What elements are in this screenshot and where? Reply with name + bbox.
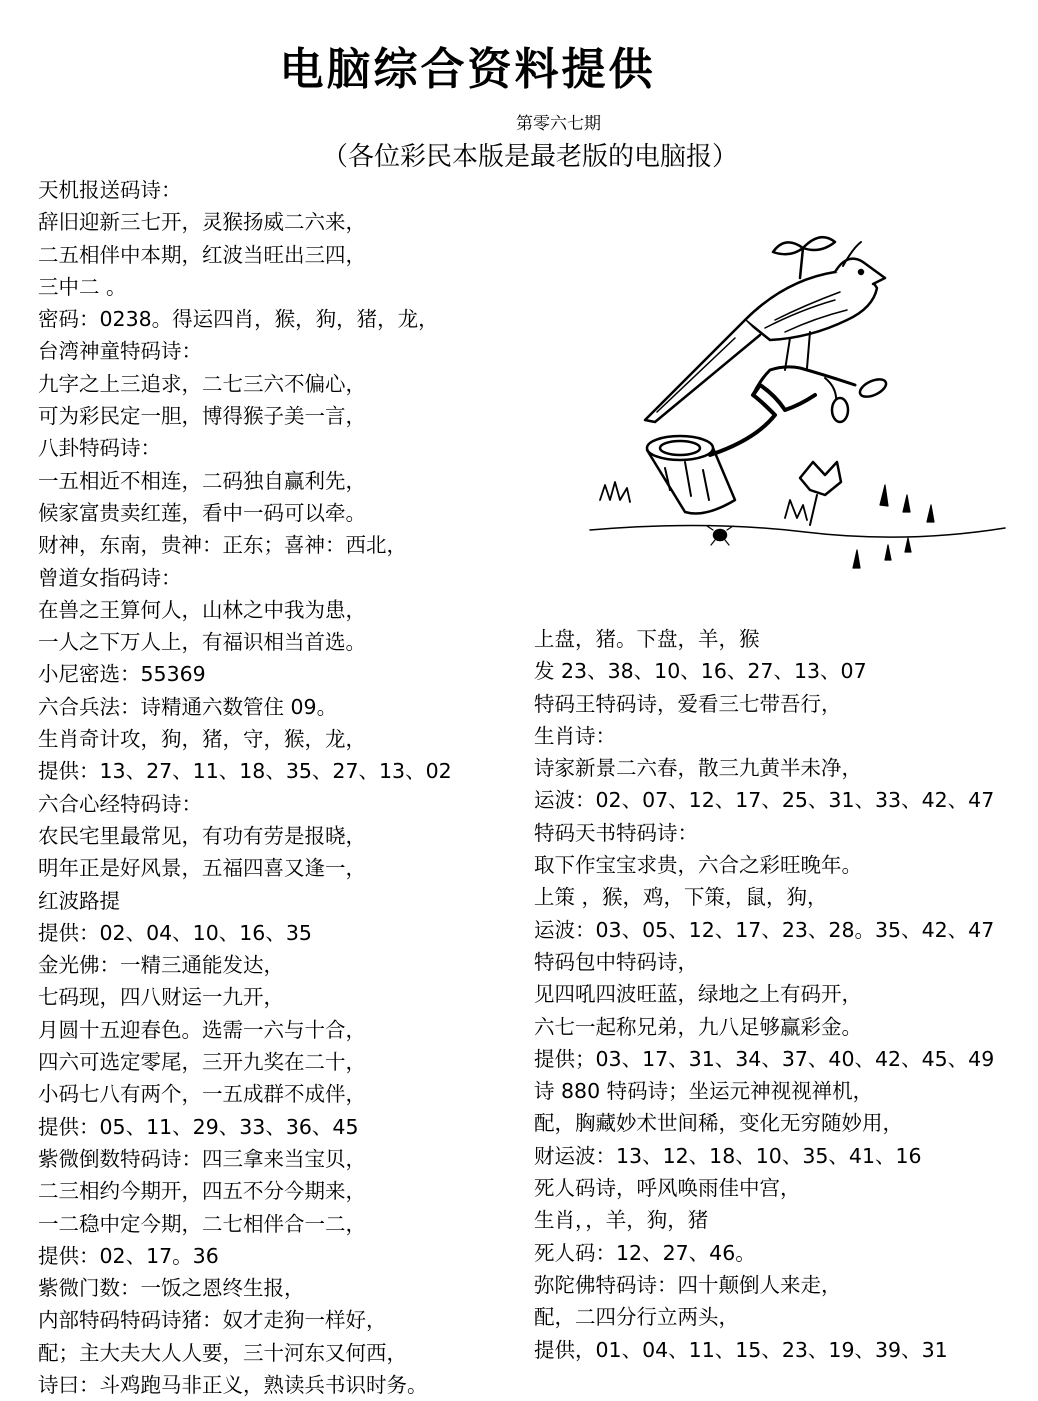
text-line: 生肖，，羊，狗，猪 bbox=[534, 1208, 709, 1233]
text-line: 配，胸藏妙术世间稀，变化无穷随妙用， bbox=[534, 1111, 903, 1136]
text-line: 死人码诗，呼风唤雨佳中宫， bbox=[534, 1176, 801, 1201]
text-line: 取下作宝宝求贵，六合之彩旺晚年。 bbox=[534, 853, 862, 878]
text-line: 在兽之王算何人，山林之中我为患， bbox=[38, 597, 366, 622]
text-line: 紫微倒数特码诗：四三拿来当宝贝， bbox=[38, 1146, 366, 1171]
text-line: 明年正是好风景，五福四喜又逢一， bbox=[38, 856, 366, 881]
text-line: 提供：02、17。36 bbox=[38, 1243, 219, 1268]
text-line: 运波：02、07、12、17、25、31、33、42、47 bbox=[534, 788, 995, 813]
text-line: 诗 880 特码诗；坐运元神视视禅机， bbox=[534, 1079, 874, 1104]
text-line: 发 23、38、10、16、27、13、07 bbox=[534, 659, 867, 684]
text-line: 六合心经特码诗： bbox=[38, 791, 202, 816]
text-line: 弥陀佛特码诗：四十颠倒人来走， bbox=[534, 1272, 842, 1297]
text-line: 死人码：12、27、46。 bbox=[534, 1240, 756, 1265]
bird-illustration bbox=[585, 200, 1010, 600]
text-line: 财运波：13、12、18、10、35、41、16 bbox=[534, 1143, 922, 1168]
text-line: 六合兵法：诗精通六数管住 09。 bbox=[38, 694, 338, 719]
text-line: 特码王特码诗，爱看三七带吾行， bbox=[534, 691, 842, 716]
text-line: 提供：05、11、29、33、36、45 bbox=[38, 1114, 359, 1139]
text-line: 见四吼四波旺蓝，绿地之上有码开， bbox=[534, 982, 862, 1007]
text-line: 紫微门数：一饭之恩终生报， bbox=[38, 1276, 305, 1301]
text-line: 一人之下万人上，有福识相当首选。 bbox=[38, 630, 366, 655]
text-line: 诗曰：斗鸡跑马非正义，熟读兵书识时务。 bbox=[38, 1372, 428, 1397]
text-line: 辞旧迎新三七开，灵猴扬威二六来， bbox=[38, 210, 366, 235]
text-line: 提供：13、27、11、18、35、27、13、02 bbox=[38, 759, 452, 784]
text-line: 上策 ，猴，鸡，下策，鼠，狗， bbox=[534, 885, 828, 910]
page-subtitle: （各位彩民本版是最老版的电脑报） bbox=[321, 142, 738, 172]
text-line: 内部特码特码诗猪：奴才走狗一样好， bbox=[38, 1308, 387, 1333]
text-line: 小码七八有两个，一五成群不成伴， bbox=[38, 1082, 366, 1107]
text-line: 生肖诗： bbox=[534, 723, 616, 748]
right-column bbox=[534, 623, 1034, 1366]
text-line: 二五相伴中本期，红波当旺出三四， bbox=[38, 242, 366, 267]
text-line: 六七一起称兄弟，九八足够赢彩金。 bbox=[534, 1014, 862, 1039]
text-line: 生肖奇计攻，狗，猪，守，猴，龙， bbox=[38, 727, 366, 752]
text-line: 三中二 。 bbox=[38, 274, 127, 299]
text-line: 财神，东南，贵神：正东；喜神：西北， bbox=[38, 533, 407, 558]
text-line: 候家富贵卖红莲，看中一码可以牵。 bbox=[38, 500, 366, 525]
text-line: 上盘，猪。下盘，羊，猴 bbox=[534, 627, 760, 651]
text-line: 特码包中特码诗， bbox=[534, 949, 698, 974]
page-title: 电脑综合资料提供 bbox=[279, 44, 656, 95]
text-line: 二三相约今期开，四五不分今期来， bbox=[38, 1179, 366, 1204]
text-line: 运波：03、05、12、17、23、28。35、42、47 bbox=[534, 917, 995, 942]
text-line: 提供；03、17、31、34、37、40、42、45、49 bbox=[534, 1046, 995, 1071]
text-line: 八卦特码诗： bbox=[38, 436, 161, 461]
text-line: 月圆十五迎春色。选需一六与十合， bbox=[38, 1017, 366, 1042]
text-line: 可为彩民定一胆，博得猴子美一言， bbox=[38, 404, 366, 429]
text-line: 一五相近不相连，二码独自赢利先， bbox=[38, 468, 366, 493]
text-line: 天机报送码诗： bbox=[38, 178, 182, 202]
text-line: 台湾神童特码诗： bbox=[38, 339, 202, 364]
text-line: 提供，01、04、11、15、23、19、39、31 bbox=[534, 1337, 948, 1362]
text-line: 农民宅里最常见，有功有劳是报晓， bbox=[38, 823, 366, 848]
text-line: 曾道女指码诗： bbox=[38, 565, 182, 590]
text-line: 九字之上三追求，二七三六不偏心， bbox=[38, 371, 366, 396]
text-line: 七码现，四八财运一九开， bbox=[38, 985, 284, 1010]
text-line: 特码天书特码诗： bbox=[534, 820, 698, 845]
text-line: 四六可选定零尾，三开九奖在二十， bbox=[38, 1050, 366, 1075]
text-line: 一二稳中定今期，二七相伴合一二， bbox=[38, 1211, 366, 1236]
text-line: 金光佛：一精三通能发达， bbox=[38, 953, 284, 978]
text-line: 配，二四分行立两头， bbox=[534, 1305, 739, 1330]
text-line: 小尼密选：55369 bbox=[38, 662, 206, 687]
text-line: 配；主大夫大人人要，三十河东又何西， bbox=[38, 1340, 407, 1365]
text-line: 提供：02、04、10、16、35 bbox=[38, 920, 312, 945]
issue-number: 第零六七期 bbox=[516, 114, 601, 134]
text-line: 密码：0238。得运四肖，猴，狗，猪，龙， bbox=[38, 307, 439, 332]
text-line: 诗家新景二六春，散三九黄半未净， bbox=[534, 756, 862, 781]
left-column bbox=[38, 174, 528, 1401]
text-line: 红波路提 bbox=[38, 888, 120, 913]
